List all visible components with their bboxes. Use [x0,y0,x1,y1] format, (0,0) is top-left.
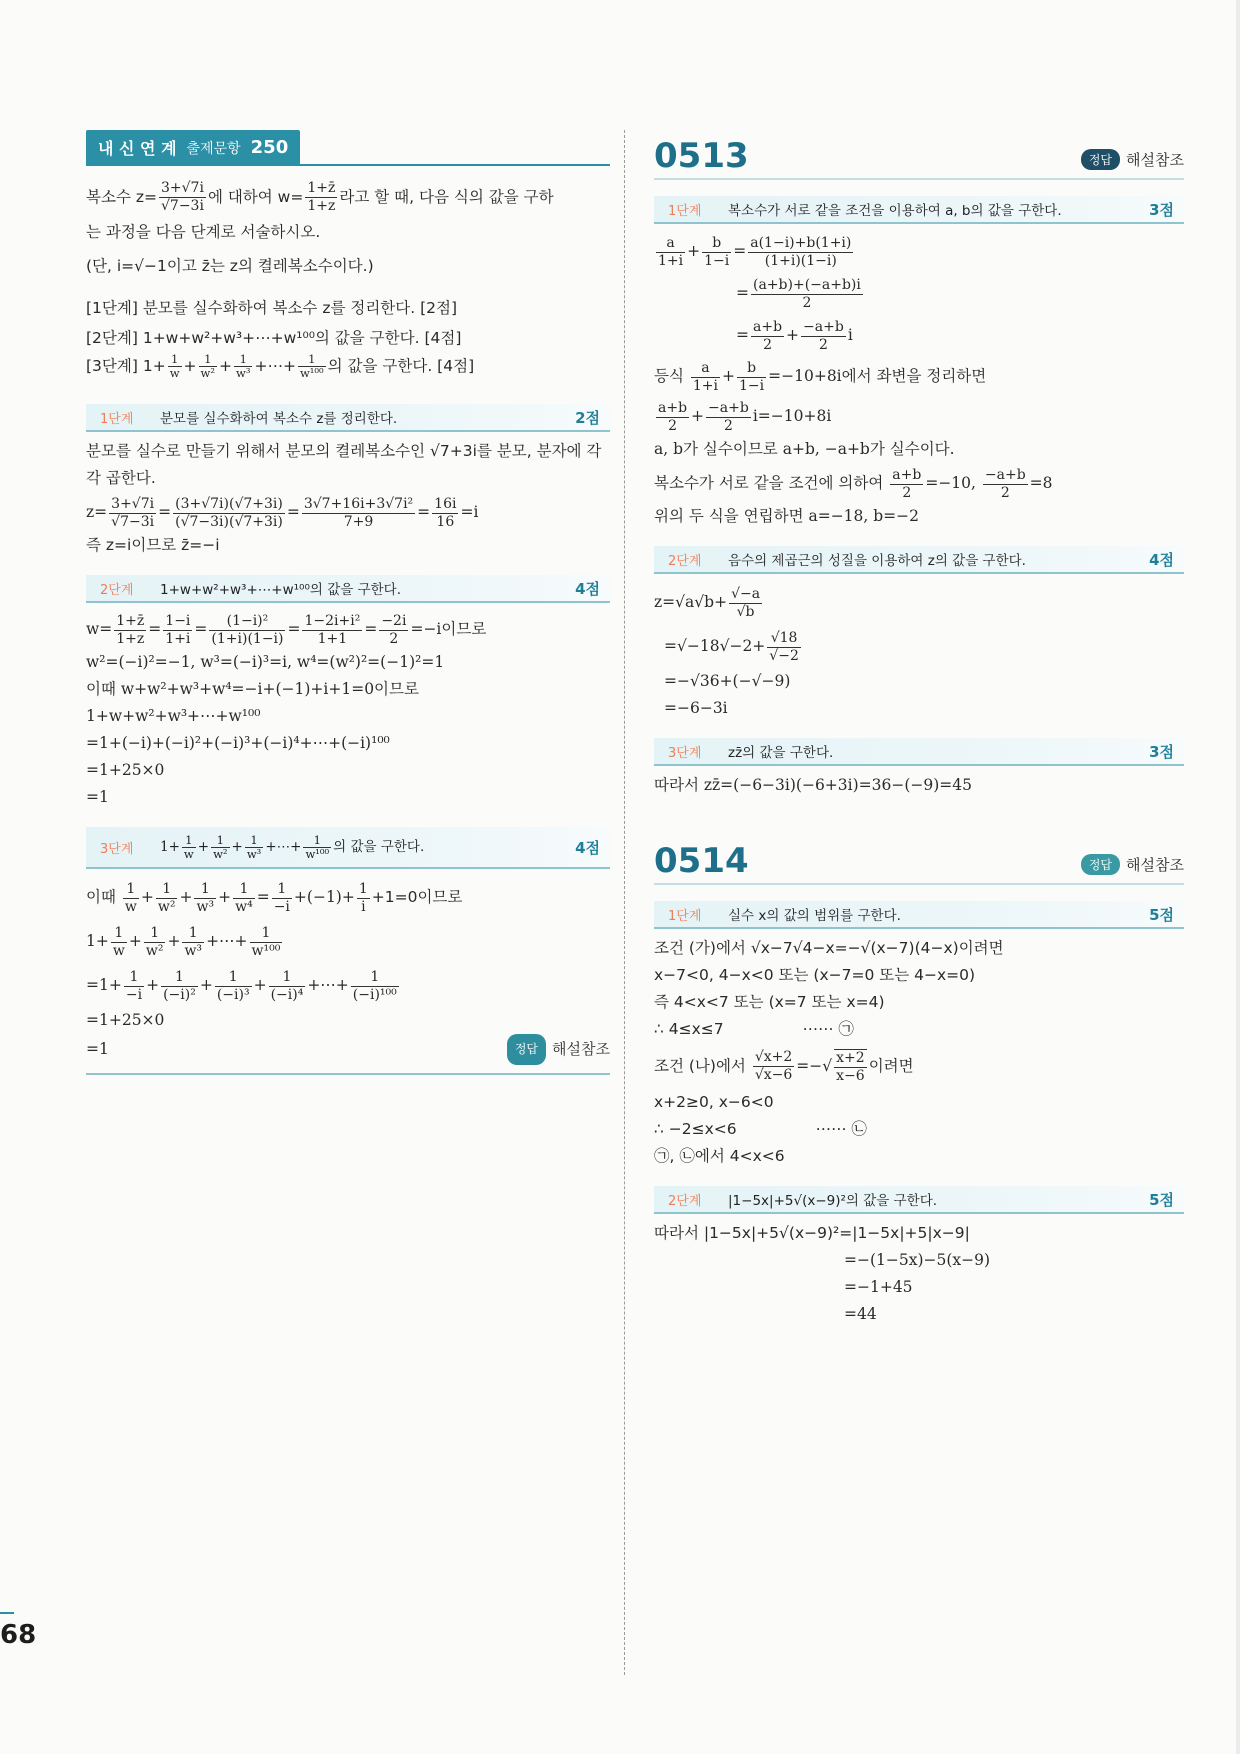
step-tag: 1단계 [668,908,702,924]
eq-text: z= [86,503,108,521]
step-header-2 [654,546,1184,574]
step-tag: 2단계 [100,582,134,598]
step-points: 3점 [1149,200,1174,219]
step2-equation: w= $\frac{1+z̄}{1+z}$ = $\frac{1-i}{1+i}$ = $\frac{\text{(1−i)²}}{(1+i)(1-i)}$ = $\frac{\text{1−2i+i²}}{1+1}$ = $\frac{-2i}{2}$ =−i이므로 [86,612,487,647]
answer-badge [507,1034,610,1065]
step-item-2: [2단계] 1+w+w²+w³+⋯+w¹⁰⁰의 값을 구한다. [4점] [86,329,462,347]
fraction: $\frac{1}{\text{w³}}$ [196,880,215,915]
fraction [702,235,731,270]
fraction: $\frac{1}{\text{(−i)⁴}}$ [270,968,304,1003]
eq-line [654,1043,1184,1089]
fraction: $\frac{1}{\text{w²}}$ [157,880,176,915]
fraction [173,496,285,531]
step3-line: 1+ $\frac{1}{w}$ + $\frac{1}{\text{w²}}$ + $\frac{1}{\text{w³}}$ +⋯+ $\frac{1}{\text{w¹⁰⁰}}$ [86,924,281,959]
eq-line: = $\frac{(a+b)+(-a+b)i}{2}$ [736,276,861,311]
fraction [801,319,846,354]
section-rule [86,1073,610,1075]
fraction [753,1049,794,1084]
eq-line: 위의 두 식을 연립하면 a=−18, b=−2 [654,507,920,525]
fraction: $\frac{a+b}{2}$ [892,466,922,501]
step-title: 복소수가 서로 같을 조건을 이용하여 a, b의 값을 구한다. [728,203,1062,219]
frac-num: 1−i [165,612,191,629]
frac-den: 1+z [307,198,336,214]
step1-text: 분모를 실수로 만들기 위해서 분모의 켤레복소수인 √7+3i를 분모, 분자에 각각 곱한다. [86,442,602,487]
problem-statement [86,180,610,283]
step-list [86,293,610,380]
left-column [86,130,610,1075]
fraction [748,235,853,270]
answer-pill: 정답 [1081,149,1120,170]
step-points: 5점 [1149,905,1174,924]
fraction [109,496,156,531]
eq-line: ∴ 4≤x≤7 ⋯⋯ ㉠ [654,1020,854,1038]
answer-badge [1081,149,1184,170]
fraction [163,613,192,648]
eq-line: x+2≥0, x−6<0 [654,1093,774,1111]
problem-text: 라고 할 때, 다음 식의 값을 구하 [339,188,554,206]
frac-num: 3+√7i [111,495,155,512]
frac-num: a [656,235,685,253]
step-header-3 [86,827,610,869]
naesin-rule [86,164,610,166]
step-title: |1−5x|+5√(x−9)²의 값을 구한다. [728,1193,938,1209]
eq-text: 등식 [654,367,684,385]
fraction [751,277,863,312]
p513-step1-body [654,230,1184,530]
frac-den: 1−i [704,252,730,269]
fraction: $\frac{1}{\text{w²}}$ [145,924,164,959]
fraction: $\frac{1}{w}$ [112,924,125,959]
step-tag: 3단계 [668,745,702,761]
fraction: $\frac{1}{w}$ [124,880,137,915]
eq-text: =1+ [86,976,122,994]
fraction [656,235,685,270]
frac-den: 2 [818,336,828,353]
frac-den: √−2 [769,647,799,664]
fraction: $\frac{1}{i}$ [358,880,368,915]
frac-den: √7−3i [111,513,155,530]
step-title: zz̄의 값을 구한다. [728,745,834,761]
step1-body [86,438,610,559]
step2-line: w²=(−i)²=−1, w³=(−i)³=i, w⁴=(w²)²=(−1)²=1 [86,653,445,671]
naesin-header [86,130,610,166]
step2-line: 이때 w+w²+w³+w⁴=−i+(−1)+i+1=0이므로 [86,680,419,698]
eq-line: a, b가 실수이므로 a+b, −a+b가 실수이다. [654,440,955,458]
fraction [751,319,784,354]
frac-num: 16i [434,495,457,512]
frac-den: 7+9 [343,513,374,530]
page-number-rule [0,1612,14,1614]
step3-final-row [86,1034,610,1065]
frac-den: (√7−3i)(√7+3i) [175,513,283,530]
frac-den: 2 [389,630,399,647]
step-header-1 [86,404,610,432]
p514-step2-body [654,1220,1184,1328]
eq-line: =−√36+(−√−9) [664,672,791,690]
problem-0513-header [654,130,1184,180]
answer-label: 해설참조 [1126,856,1184,874]
step2-line: =1+25×0 [86,761,165,779]
fraction [729,586,762,621]
eq-text: 조건 (나)에서 [654,1057,746,1075]
step-points: 4점 [575,838,600,857]
fraction: $\frac{1}{\text{w¹⁰⁰}}$ [299,352,324,380]
frac-num: 1−2i+i² [304,612,361,629]
eq-text: 이려면 [868,1057,914,1075]
eq-text: i=−10+8i [752,407,832,425]
eq-text: 복소수가 서로 같을 조건에 의하여 [654,474,884,492]
step2-body [86,609,610,811]
step3-line: 이때 $\frac{1}{w}$ + $\frac{1}{\text{w²}}$ + $\frac{1}{\text{w³}}$ + $\frac{1}{\text{w⁴}}$ = $\frac{1}{-i}$ +(−1)+ $\frac{1}{i}$ +1=0이므로 [86,880,463,915]
eq-line: =−6−3i [664,699,728,717]
fraction: $\frac{1}{\text{w³}}$ [236,352,251,380]
frac-den: √b [736,603,755,620]
frac-num: a(1−i)+b(1+i) [750,234,852,251]
step2-line: =1 [86,788,109,806]
frac-den: √7−3i [160,198,204,214]
fraction [209,613,285,648]
step3-line: =1+25×0 [86,1011,165,1029]
eq-text: +1=0이므로 [371,888,463,906]
eq-text: =i [460,503,479,521]
frac-den: 1+i [658,252,684,269]
fraction: $\frac{1}{\text{(−i)¹⁰⁰}}$ [352,968,397,1003]
fraction: $\frac{1}{-i}$ [125,968,143,1003]
problem-text: 에 대하여 w= [207,188,304,206]
step-title: 분모를 실수화하여 복소수 z를 정리한다. [160,411,398,427]
right-column [654,130,1184,1328]
step1-conclusion: 즉 z=i이므로 z̄=−i [86,536,220,554]
step3-line: =1 [86,1040,109,1058]
step-points: 4점 [575,579,600,598]
eq-line: =44 [844,1305,877,1323]
step-text: 의 값을 구한다. [4점] [327,357,475,375]
eq-line: = $\frac{a+b}{2}$ + $\frac{-a+b}{2}$ i [736,318,853,353]
eq-text: 이때 [86,888,116,906]
answer-badge [1081,854,1184,875]
step-tag: 1단계 [668,203,702,219]
title-text: 1+ [160,838,180,855]
fraction: $\frac{1}{w}$ [169,352,180,380]
frac-den: 1+i [165,630,191,647]
fraction: $\frac{a+b}{2}$ [658,399,688,434]
frac-num: 3√7+16i+3√7i² [303,495,414,512]
step2-line: =1+(−i)+(−i)²+(−i)³+(−i)⁴+⋯+(−i)¹⁰⁰ [86,734,390,752]
frac-num: 1+z̄ [116,612,145,629]
frac-den: (1+i)(1−i) [211,630,284,647]
answer-pill: 정답 [1081,854,1120,875]
step-points: 3점 [1149,742,1174,761]
eq-line: x−7<0, 4−x<0 또는 (x−7=0 또는 4−x=0) [654,966,976,984]
frac-num: (3+√7i)(√7+3i) [175,495,283,512]
eq-line: ㉠, ㉡에서 4<x<6 [654,1147,785,1165]
fraction: $\frac{1}{\text{w³}}$ [246,832,262,861]
eq-line: 따라서 |1−5x|+5√(x−9)²=|1−5x|+5|x−9| [654,1224,970,1242]
step-item-1: [1단계] 분모를 실수화하여 복소수 z를 정리한다. [2점] [86,299,458,317]
eq-text: =−10+8i에서 좌변을 정리하면 [768,367,987,385]
naesin-number: 250 [250,137,289,158]
frac-num: a+b [753,318,783,335]
p513-step2-body [654,580,1184,722]
frac-den: (1+i)(1−i) [764,252,837,269]
fraction: $\frac{1}{\text{w³}}$ [184,924,203,959]
fraction [767,630,801,665]
fraction: $\frac{1}{\text{w²}}$ [200,352,215,380]
answer-label: 해설참조 [1126,151,1184,169]
eq-line: 등식 $\frac{a}{1+i}$ + $\frac{b}{1-i}$ =−10+8i에서 좌변을 정리하면 [654,359,987,394]
frac-den: 1+z [116,630,145,647]
problem-number: 0514 [654,841,749,881]
eq-line: =−1+45 [844,1278,913,1296]
step-item-3: [3단계] 1+ $\frac{1}{w}$ + $\frac{1}{\text{w²}}$ + $\frac{1}{\text{w³}}$ +⋯+ $\frac{1}{\text{w¹⁰⁰}}$ 의 값을 구한다. [4점] [86,352,475,380]
step-tag: 1단계 [100,411,134,427]
step3-line: =1+ $\frac{1}{-i}$ + $\frac{1}{\text{(−i)²}}$ + $\frac{1}{\text{(−i)³}}$ + $\frac{1}{\text{(−i)⁴}}$ +⋯+ $\frac{1}{\text{(−i)¹⁰⁰}}$ [86,968,397,1003]
step-tag: 3단계 [100,841,134,857]
eq-line: =−(1−5x)−5(x−9) [844,1251,991,1269]
problem-text: 복소수 z= [86,188,157,206]
frac-den: 1+1 [317,630,348,647]
eq-text: =−√ [796,1057,833,1075]
fraction: $\frac{1}{\text{w⁴}}$ [235,880,253,915]
frac-num: 1+z̄ [307,180,336,196]
fraction: $\frac{1}{\text{w²}}$ [213,832,228,861]
frac-num: √18 [767,630,801,648]
step1-equation: z= $\frac{3+√7i}{√7-3i}$ = $\frac{(3+√7i)(√7+3i)}{(√7-3i)(√7+3i)}$ = $\frac{\text{3√7+16i+3√7i²}}{7+9}$ = $\frac{16i}{16}$ =i [86,495,479,530]
step-points: 2점 [575,408,600,427]
eq-text: +(−1)+ [293,888,355,906]
frac-num: b [702,235,731,253]
eq-text: =−10, [925,474,976,492]
problem-0514-header [654,835,1184,885]
frac-num: √−a [731,585,761,602]
fraction: $\frac{1}{\text{w¹⁰⁰}}$ [251,924,281,959]
step-header-1 [654,196,1184,224]
step2-line: 1+w+w²+w³+⋯+w¹⁰⁰ [86,707,261,725]
eq-text: =8 [1029,474,1053,492]
frac-num: √x+2 [754,1049,793,1065]
fraction: $\frac{b}{1-i}$ [739,359,765,394]
answer-pill: 정답 [507,1034,546,1065]
eq-line: ∴ −2≤x<6 ⋯⋯ ㉡ [654,1120,867,1138]
answer-label: 해설참조 [552,1040,610,1058]
frac-num: −a+b [803,318,844,335]
step-header-2 [86,575,610,603]
p513-step3-body [654,772,1184,799]
step3-body [86,875,610,1075]
step-text: [3단계] 1+ [86,357,166,375]
problem-line2: 는 과정을 다음 단계로 서술하시오. [86,223,321,241]
fraction: $\frac{-a+b}{2}$ [984,466,1026,501]
fraction: $\frac{1}{\text{(−i)³}}$ [216,968,250,1003]
step-header-3 [654,738,1184,766]
naesin-label: 내 신 연 계 [98,139,177,158]
step-header-2 [654,1186,1184,1214]
step-points: 4점 [1149,550,1174,569]
page-edge [1236,0,1240,1754]
fraction [834,1049,867,1085]
frac-den: √x−6 [754,1067,793,1083]
fraction [305,180,337,215]
title-text: 의 값을 구한다. [333,838,425,855]
step-title: 1+w+w²+w³+⋯+w¹⁰⁰의 값을 구한다. [160,582,401,598]
frac-num: (1−i)² [209,613,285,631]
fraction [302,613,362,648]
naesin-badge [86,130,300,165]
eq-line: $\frac{a}{1+i}$ + $\frac{b}{1-i}$ = $\frac{a(1-i)+b(1+i)}{(1+i)(1-i)}$ [658,234,852,269]
problem-number: 0513 [654,136,749,176]
eq-line: 따라서 zz̄=(−6−3i)(−6+3i)=36−(−9)=45 [654,776,973,794]
fraction [114,613,146,648]
eq-text: z=√a√b+ [654,593,728,611]
eq-line: 즉 4<x<7 또는 (x=7 또는 x=4) [654,993,885,1011]
frac-num: x+2 [836,1049,865,1066]
p514-step1-body [654,935,1184,1170]
frac-num: −2i [381,612,407,629]
step-title: 1+ $\frac{1}{w}$ + $\frac{1}{\text{w²}}$ + $\frac{1}{\text{w³}}$ +⋯+ $\frac{1}{\text{w¹⁰⁰}}$ 의 값을 구한다. [160,832,425,861]
step-tag: 2단계 [668,553,702,569]
fraction [159,180,206,215]
fraction [302,496,415,531]
step-points: 5점 [1149,1190,1174,1209]
frac-den: 2 [763,336,772,353]
fraction: $\frac{a}{1+i}$ [692,359,719,394]
fraction [432,496,458,531]
fraction: $\frac{1}{\text{w¹⁰⁰}}$ [305,832,330,861]
eq-text: =−i이므로 [410,620,487,638]
step-tag: 2단계 [668,1193,702,1209]
eq-line: 조건 (가)에서 √x−7√4−x=−√(x−7)(4−x)이려면 [654,939,1004,957]
fraction: $\frac{1}{\text{(−i)²}}$ [163,968,196,1003]
step-title: 음수의 제곱근의 성질을 이용하여 z의 값을 구한다. [728,553,1026,569]
frac-num: 3+√7i [160,180,204,196]
fraction [379,613,408,648]
naesin-sub: 출제문항 [186,140,241,157]
frac-den: x−6 [836,1067,865,1084]
eq-line [654,624,1184,668]
eq-text: w= [86,620,113,638]
fraction: $\frac{-a+b}{2}$ [708,399,749,434]
eq-line [654,463,1184,503]
frac-num: (a+b)+(−a+b)i [753,276,861,293]
eq-line: $\frac{a+b}{2}$ + $\frac{-a+b}{2}$ i=−10+8i [658,399,832,434]
frac-den: 2 [802,294,812,311]
eq-line [654,580,1184,624]
step-header-1 [654,901,1184,929]
fraction: $\frac{1}{w}$ [183,832,194,861]
eq-text: =√−18√−2+ [664,637,766,655]
fraction: $\frac{1}{-i}$ [273,880,290,915]
problem-line3: (단, i=√−1이고 z̄는 z의 켤레복소수이다.) [86,257,374,275]
column-divider [624,130,625,1675]
frac-den: 16 [436,513,455,530]
page-number: 68 [0,1620,37,1650]
step-title: 실수 x의 값의 범위를 구한다. [728,908,901,924]
